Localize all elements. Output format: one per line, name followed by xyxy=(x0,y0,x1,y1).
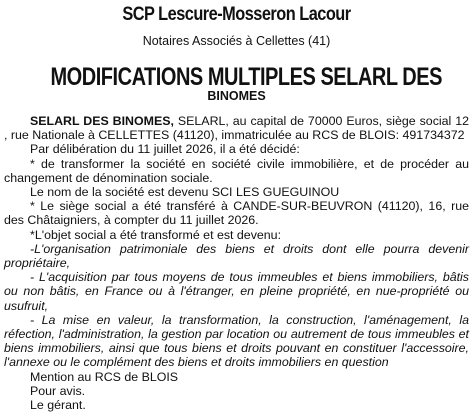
intro-paragraph xyxy=(4,114,469,142)
seat-transfer-paragraph: * Le siège social a été transféré à CANDE-SUR-BEUVRON (41120), 16, rue des Châtaigniers, à compter du 11 juillet 2026. xyxy=(4,199,469,228)
legal-notice-page xyxy=(0,4,473,412)
company-name: SELARL DES BINOMES, xyxy=(30,114,174,128)
signature-gerant: Le gérant. xyxy=(30,398,86,412)
new-name-paragraph: Le nom de la société est devenu SCI LES GUEGUINOU xyxy=(30,185,340,200)
firm-name: SCP Lescure-Mosseron Lacour xyxy=(122,4,351,25)
company-details: SELARL, au capital de 70000 Euros, siège social 12 , rue Nationale à CELLETTES (41120), immatriculée au RCS de BLOIS: 491734372 xyxy=(4,114,469,143)
object-intro-paragraph: *L'objet social a été transformé et est devenu: xyxy=(30,227,282,242)
object-item-1: -L'organisation patrimoniale des biens et droits dont elle pourra devenir propriétaire, xyxy=(4,241,469,271)
mention-paragraph: Mention au RCS de BLOIS xyxy=(30,369,179,384)
notice-title: MODIFICATIONS MULTIPLES SELARL DES xyxy=(50,63,442,91)
notice-title-continued: BINOMES xyxy=(207,89,266,103)
object-item-2: - L'acquisition par tous moyens de tous immeubles et biens immobiliers, bâtis ou non bâtis, en France ou à l'étranger, en pleine propriété, en nue-propriété ou usufruit, xyxy=(4,270,469,313)
transformation-paragraph: * de transformer la société en société civile immobilière, et de procéder au changement de dénomination sociale. xyxy=(4,156,469,185)
decision-paragraph: Par délibération du 11 juillet 2026, il a été décidé: xyxy=(30,142,300,157)
notice-body xyxy=(4,114,469,412)
object-item-3: - La mise en valeur, la transformation, la construction, l'aménagement, la réfection, l'administration, la gestion par location ou autrement de tous immeubles et biens immobiliers, ainsi que tous biens et droits pouvant en constituer l'accessoire, l'annexe ou le complément des biens et droits immobiliers en question xyxy=(4,312,469,370)
pour-avis: Pour avis. xyxy=(30,383,86,398)
firm-subtitle: Notaires Associés à Cellettes (41) xyxy=(142,34,331,48)
